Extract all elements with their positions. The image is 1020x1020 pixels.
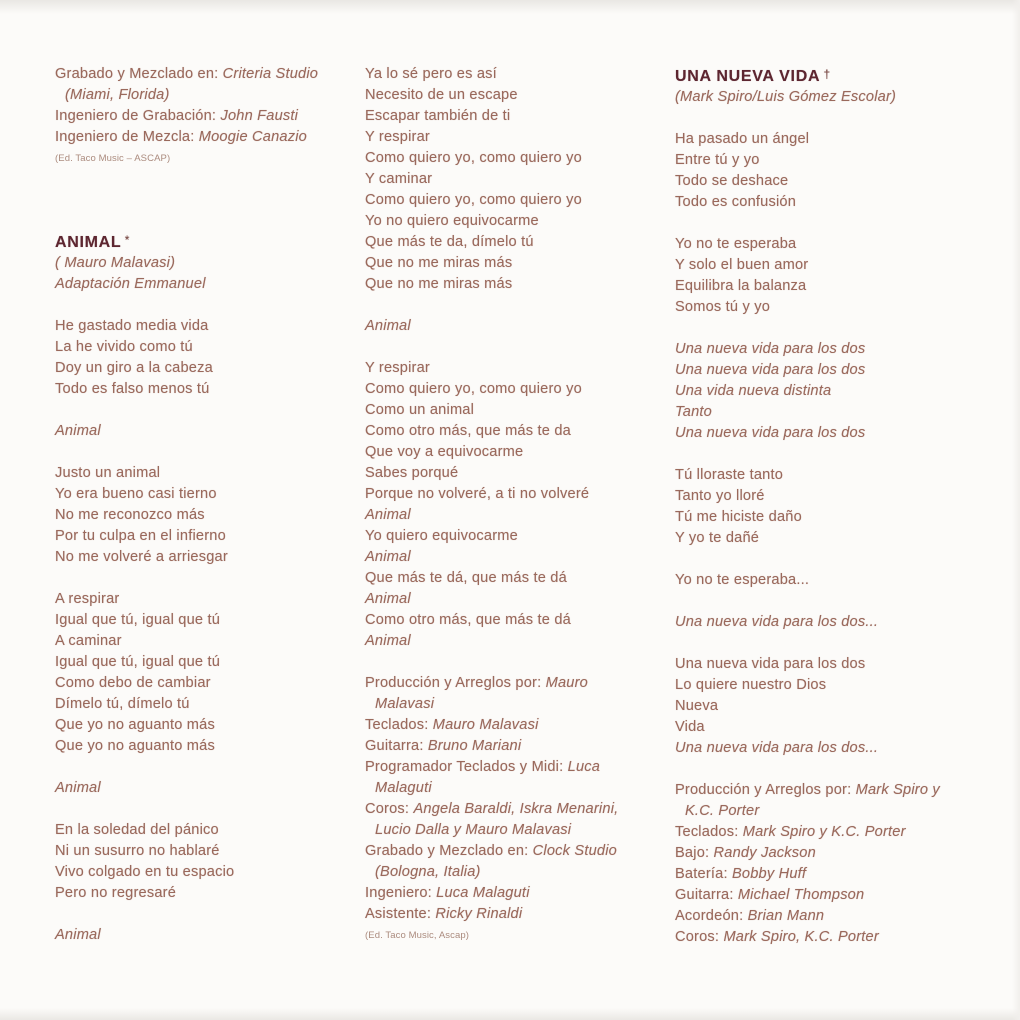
text-line <box>675 234 990 255</box>
text-seg: Que yo no aguanto más <box>55 737 215 754</box>
text-line <box>365 316 665 337</box>
italic-text-seg: Mauro Malavasi <box>432 717 539 733</box>
text-seg: Guitarra: <box>675 887 738 903</box>
text-seg: Entre tú y yo <box>675 152 760 168</box>
text-line <box>365 106 665 127</box>
text-line <box>675 465 990 486</box>
italic-text-seg: Una nueva vida para los dos <box>675 362 866 378</box>
italic-text-seg: Moogie Canazio <box>198 129 307 145</box>
line-spacer <box>675 213 990 234</box>
text-line <box>365 442 665 463</box>
text-line <box>365 820 665 841</box>
italic-text-seg: Bobby Huff <box>731 866 807 882</box>
text-seg: Yo no te esperaba... <box>675 572 810 588</box>
text-line <box>55 85 355 106</box>
line-spacer <box>55 295 355 316</box>
text-seg: Justo un animal <box>55 464 161 481</box>
text-seg: Que no me miras más <box>365 276 513 292</box>
text-line <box>365 610 665 631</box>
text-seg: Como otro más, que más te dá <box>365 612 571 628</box>
text-line <box>365 736 665 757</box>
text-seg: A caminar <box>55 632 122 649</box>
text-line <box>675 507 990 528</box>
text-seg: Y yo te dañé <box>675 530 760 546</box>
text-seg: Asistente: <box>365 906 436 922</box>
text-line <box>55 274 355 295</box>
text-seg: En la soledad del pánico <box>55 821 219 838</box>
text-seg: No me reconozco más <box>55 506 205 523</box>
line-spacer <box>675 759 990 780</box>
text-line <box>365 883 665 904</box>
text-line <box>675 675 990 696</box>
text-line <box>55 736 355 757</box>
italic-text-seg: Malaguti <box>375 780 432 796</box>
text-seg: Necesito de un escape <box>365 87 518 103</box>
italic-text-seg: Criteria Studio <box>222 66 319 82</box>
text-seg: Teclados: <box>675 824 743 840</box>
text-line <box>675 801 990 822</box>
line-spacer <box>675 318 990 339</box>
text-line <box>675 612 990 633</box>
text-seg: Una nueva vida para los dos <box>675 656 866 672</box>
text-seg: Como otro más, que más te da <box>365 423 571 439</box>
text-seg: Escapar también de ti <box>365 108 511 124</box>
italic-text-seg: Animal <box>365 549 411 565</box>
text-seg: Que voy a equivocarme <box>365 444 524 460</box>
line-spacer <box>365 337 665 358</box>
text-line <box>55 547 355 568</box>
text-line <box>675 822 990 843</box>
text-seg: Coros: <box>365 801 414 817</box>
text-line <box>55 862 355 883</box>
text-seg: Todo es falso menos tú <box>55 380 210 397</box>
text-line <box>55 106 355 127</box>
scan-edge-top <box>0 0 1020 14</box>
text-line <box>365 841 665 862</box>
text-seg: Como quiero yo, como quiero yo <box>365 150 582 166</box>
text-seg: Programador Teclados y Midi: <box>365 759 568 775</box>
italic-text-seg: Michael Thompson <box>737 887 865 903</box>
text-line <box>365 400 665 421</box>
text-line <box>55 925 355 946</box>
text-line <box>365 799 665 820</box>
text-seg: Todo se deshace <box>675 173 789 189</box>
text-line <box>365 778 665 799</box>
text-seg: La he vivido como tú <box>55 338 193 355</box>
text-line <box>675 150 990 171</box>
text-seg: Vida <box>675 719 705 735</box>
text-line <box>55 64 355 85</box>
text-seg: Vivo colgado en tu espacio <box>55 863 235 880</box>
text-line <box>55 463 355 484</box>
text-line <box>675 171 990 192</box>
italic-text-seg: Animal <box>365 507 411 523</box>
line-spacer <box>675 444 990 465</box>
publisher-note <box>365 925 665 946</box>
line-spacer <box>55 169 355 230</box>
text-line <box>365 547 665 568</box>
text-line <box>365 127 665 148</box>
text-line <box>675 276 990 297</box>
italic-text-seg: Adaptación Emmanuel <box>55 275 206 292</box>
text-line <box>675 885 990 906</box>
line-spacer <box>55 568 355 589</box>
text-seg: Yo no quiero equivocarme <box>365 213 539 229</box>
italic-text-seg: Animal <box>365 318 411 334</box>
text-line <box>365 862 665 883</box>
text-line <box>675 927 990 948</box>
text-line <box>675 843 990 864</box>
scan-edge-bottom <box>0 1008 1020 1020</box>
text-seg: Y respirar <box>365 129 430 145</box>
text-line <box>55 589 355 610</box>
italic-text-seg: Mark Spiro, K.C. Porter <box>723 929 879 945</box>
line-spacer <box>55 757 355 778</box>
text-line <box>365 85 665 106</box>
text-seg: No me volveré a arriesgar <box>55 548 228 565</box>
text-line <box>365 568 665 589</box>
italic-text-seg: Clock Studio <box>532 843 617 859</box>
text-line <box>55 358 355 379</box>
text-line <box>365 421 665 442</box>
title-marker: * <box>121 232 130 247</box>
italic-text-seg: (Bologna, Italia) <box>375 864 481 880</box>
text-line <box>365 148 665 169</box>
text-line <box>55 883 355 904</box>
italic-text-seg: Una vida nueva distinta <box>675 383 832 399</box>
italic-text-seg: (Miami, Florida) <box>65 87 170 103</box>
text-seg: Sabes porqué <box>365 465 459 481</box>
text-line <box>55 379 355 400</box>
text-seg: Teclados: <box>365 717 433 733</box>
text-seg: Igual que tú, igual que tú <box>55 611 221 628</box>
text-line <box>55 652 355 673</box>
text-seg: Como debo de cambiar <box>55 674 211 691</box>
italic-text-seg: Una nueva vida para los dos <box>675 425 866 441</box>
italic-text-seg: Ricky Rinaldi <box>435 906 523 922</box>
text-seg: Tú lloraste tanto <box>675 467 784 483</box>
line-spacer <box>365 652 665 673</box>
column-right <box>675 64 990 948</box>
text-line <box>675 381 990 402</box>
song-title <box>55 230 355 253</box>
text-line <box>675 129 990 150</box>
text-seg: Equilibra la balanza <box>675 278 807 294</box>
text-seg: Producción y Arreglos por: <box>365 675 546 691</box>
text-line <box>55 673 355 694</box>
italic-text-seg: K.C. Porter <box>685 803 760 819</box>
text-line <box>365 505 665 526</box>
text-line <box>675 486 990 507</box>
text-line <box>365 463 665 484</box>
text-seg: (Ed. Taco Music – ASCAP) <box>55 153 171 164</box>
line-spacer <box>365 295 665 316</box>
text-seg: A respirar <box>55 590 120 607</box>
italic-text-seg: Animal <box>55 926 101 943</box>
text-line <box>365 694 665 715</box>
text-line <box>55 316 355 337</box>
italic-text-seg: ( Mauro Malavasi) <box>55 254 176 271</box>
text-line <box>55 337 355 358</box>
text-line <box>365 904 665 925</box>
text-line <box>365 232 665 253</box>
text-seg: Que no me miras más <box>365 255 513 271</box>
text-seg: Ni un susurro no hablaré <box>55 842 220 859</box>
text-line <box>55 421 355 442</box>
text-seg: Yo quiero equivocarme <box>365 528 518 544</box>
text-line <box>55 820 355 841</box>
italic-text-seg: Lucio Dalla y Mauro Malavasi <box>375 822 572 838</box>
text-line <box>675 780 990 801</box>
text-line <box>675 402 990 423</box>
italic-text-seg: Brian Mann <box>747 908 825 924</box>
text-seg: Tú me hiciste daño <box>675 509 802 525</box>
italic-text-seg: Angela Baraldi, Iskra Menarini, <box>413 801 619 817</box>
line-spacer <box>675 108 990 129</box>
text-seg: Ingeniero: <box>365 885 437 901</box>
text-line <box>675 696 990 717</box>
text-line <box>675 864 990 885</box>
text-line <box>365 715 665 736</box>
text-seg: Ya lo sé pero es así <box>365 66 497 82</box>
text-line <box>365 274 665 295</box>
text-seg: Como quiero yo, como quiero yo <box>365 381 582 397</box>
text-line <box>365 526 665 547</box>
text-seg: Yo era bueno casi tierno <box>55 485 217 502</box>
publisher-note <box>55 148 355 169</box>
text-seg: Acordeón: <box>675 908 748 924</box>
text-line <box>365 631 665 652</box>
text-line <box>675 717 990 738</box>
text-line <box>675 360 990 381</box>
text-line <box>55 484 355 505</box>
italic-text-seg: Mark Spiro y K.C. Porter <box>742 824 906 840</box>
italic-text-seg: Mark Spiro y <box>855 782 940 798</box>
text-line <box>365 484 665 505</box>
song-title <box>675 64 990 87</box>
text-line <box>365 589 665 610</box>
italic-text-seg: Bruno Mariani <box>427 738 522 754</box>
italic-text-seg: Luca Malaguti <box>436 885 530 901</box>
text-seg: Ingeniero de Grabación: <box>55 108 221 124</box>
text-seg: Batería: <box>675 866 732 882</box>
text-line <box>675 297 990 318</box>
italic-text-seg: (Mark Spiro/Luis Gómez Escolar) <box>675 89 897 105</box>
text-seg: Y respirar <box>365 360 430 376</box>
text-line <box>55 127 355 148</box>
line-spacer <box>675 549 990 570</box>
text-seg: Dímelo tú, dímelo tú <box>55 695 190 712</box>
text-seg: Pero no regresaré <box>55 884 177 901</box>
text-line <box>55 610 355 631</box>
line-spacer <box>55 799 355 820</box>
text-line <box>365 253 665 274</box>
text-line <box>365 64 665 85</box>
text-seg: Producción y Arreglos por: <box>675 782 856 798</box>
text-seg: Ha pasado un ángel <box>675 131 810 147</box>
text-line <box>55 505 355 526</box>
italic-text-seg: Luca <box>567 759 601 775</box>
title-marker: † <box>820 67 831 81</box>
text-line <box>675 423 990 444</box>
text-seg: Que más te dá, que más te dá <box>365 570 567 586</box>
text-seg: Guitarra: <box>365 738 428 754</box>
text-seg: Que yo no aguanto más <box>55 716 215 733</box>
text-line <box>365 757 665 778</box>
text-line <box>675 255 990 276</box>
line-spacer <box>55 442 355 463</box>
text-line <box>675 738 990 759</box>
italic-text-seg: Una nueva vida para los dos... <box>675 740 879 756</box>
text-seg: Bajo: <box>675 845 714 861</box>
italic-text-seg: Una nueva vida para los dos <box>675 341 866 357</box>
text-seg: Como quiero yo, como quiero yo <box>365 192 582 208</box>
text-line <box>55 715 355 736</box>
text-seg: Coros: <box>675 929 724 945</box>
italic-text-seg: Animal <box>55 779 101 796</box>
column-center <box>365 64 665 946</box>
text-line <box>365 673 665 694</box>
line-spacer <box>675 591 990 612</box>
italic-text-seg: Animal <box>55 422 101 439</box>
text-line <box>55 778 355 799</box>
text-line <box>675 87 990 108</box>
text-line <box>365 169 665 190</box>
text-seg: Somos tú y yo <box>675 299 771 315</box>
text-line <box>675 906 990 927</box>
line-spacer <box>55 904 355 925</box>
text-line <box>55 631 355 652</box>
italic-text-seg: John Fausti <box>220 108 299 124</box>
italic-text-seg: Randy Jackson <box>713 845 816 861</box>
column-left <box>55 64 355 946</box>
text-seg: Como un animal <box>365 402 475 418</box>
line-spacer <box>675 633 990 654</box>
text-seg: Ingeniero de Mezcla: <box>55 129 199 145</box>
text-seg: ANIMAL <box>55 233 122 251</box>
text-line <box>55 841 355 862</box>
text-seg: Porque no volveré, a ti no volveré <box>365 486 590 502</box>
scan-edge-right <box>1012 0 1020 1020</box>
text-seg: Yo no te esperaba <box>675 236 797 252</box>
text-line <box>365 358 665 379</box>
text-seg: Que más te da, dímelo tú <box>365 234 534 250</box>
italic-text-seg: Animal <box>365 633 411 649</box>
text-seg: Lo quiere nuestro Dios <box>675 677 827 693</box>
italic-text-seg: Una nueva vida para los dos... <box>675 614 879 630</box>
text-line <box>55 526 355 547</box>
text-seg: Y caminar <box>365 171 433 187</box>
text-line <box>365 379 665 400</box>
text-seg: Por tu culpa en el infierno <box>55 527 226 544</box>
text-line <box>365 190 665 211</box>
text-line <box>55 694 355 715</box>
text-line <box>675 654 990 675</box>
text-seg: (Ed. Taco Music, Ascap) <box>365 930 470 941</box>
italic-text-seg: Mauro <box>545 675 588 691</box>
text-line <box>365 211 665 232</box>
line-spacer <box>55 400 355 421</box>
text-seg: Grabado y Mezclado en: <box>365 843 533 859</box>
text-seg: Nueva <box>675 698 719 714</box>
text-line <box>675 192 990 213</box>
text-seg: Y solo el buen amor <box>675 257 809 273</box>
text-seg: Todo es confusión <box>675 194 797 210</box>
text-seg: UNA NUEVA VIDA <box>675 68 821 85</box>
text-seg: He gastado media vida <box>55 317 209 334</box>
text-line <box>675 528 990 549</box>
italic-text-seg: Malavasi <box>375 696 435 712</box>
italic-text-seg: Tanto <box>675 404 712 420</box>
text-seg: Igual que tú, igual que tú <box>55 653 221 670</box>
text-line <box>675 570 990 591</box>
text-seg: Tanto yo lloré <box>675 488 765 504</box>
text-seg: Grabado y Mezclado en: <box>55 66 223 82</box>
text-line <box>675 339 990 360</box>
italic-text-seg: Animal <box>365 591 411 607</box>
text-seg: Doy un giro a la cabeza <box>55 359 213 376</box>
text-line <box>55 253 355 274</box>
